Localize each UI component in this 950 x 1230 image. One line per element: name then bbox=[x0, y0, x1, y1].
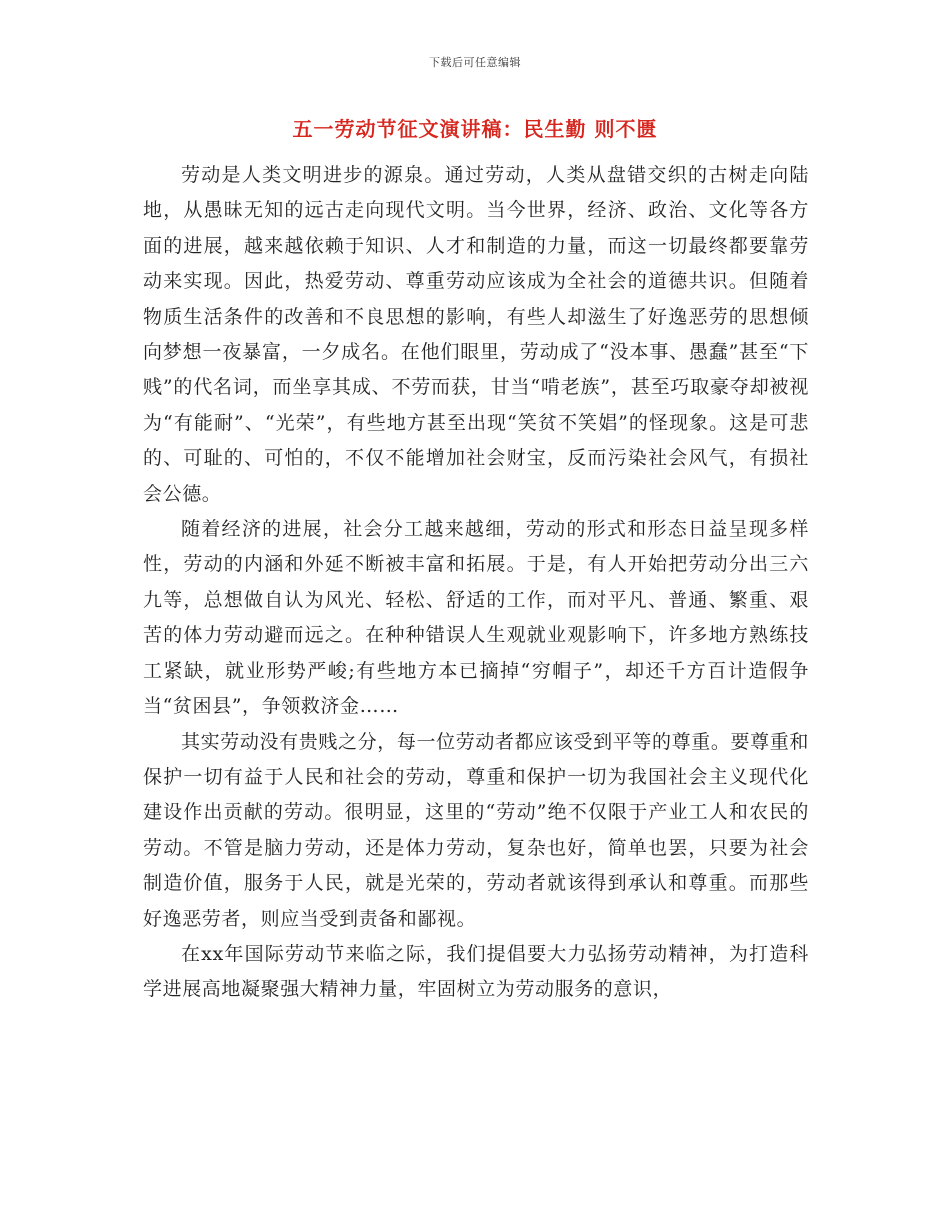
paragraph-3: 其实劳动没有贵贱之分，每一位劳动者都应该受到平等的尊重。要尊重和保护一切有益于人民和社会的劳动，尊重和保护一切为我国社会主义现代化建设作出贡献的劳动。很明显，这里的“劳动”绝不仅限于产业工人和农民的劳动。不管是脑力劳动，还是体力劳动，复杂也好，简单也罢，只要为社会制造价值，服务于人民，就是光荣的，劳动者就该得到承认和尊重。而那些好逸恶劳者，则应当受到责备和鄙视。 bbox=[143, 730, 809, 930]
paragraph-2: 随着经济的进展，社会分工越来越细，劳动的形式和形态日益呈现多样性，劳动的内涵和外延不断被丰富和拓展。于是，有人开始把劳动分出三六九等，总想做自认为风光、轻松、舒适的工作，而对平凡、普通、繁重、艰苦的体力劳动避而远之。在种种错误人生观就业观影响下，许多地方熟练技工紧缺，就业形势严峻;有些地方本已摘掉“穷帽子”，却还千方百计造假争当“贫困县”，争领救济金…… bbox=[143, 518, 809, 718]
header-note: 下载后可任意编辑 bbox=[429, 56, 521, 69]
paragraph-1: 劳动是人类文明进步的源泉。通过劳动，人类从盘错交织的古树走向陆地，从愚昧无知的远古走向现代文明。当今世界，经济、政治、文化等各方面的进展，越来越依赖于知识、人才和制造的力量，而这一切最终都要靠劳动来实现。因此，热爱劳动、尊重劳动应该成为全社会的道德共识。但随着物质生活条件的改善和不良思想的影响，有些人却滋生了好逸恶劳的思想倾向梦想一夜暴富，一夕成名。在他们眼里，劳动成了“没本事、愚蠢”甚至“下贱”的代名词，而坐享其成、不劳而获，甘当“啃老族”，甚至巧取豪夺却被视为“有能耐”、“光荣”，有些地方甚至出现“笑贫不笑娼”的怪现象。这是可悲的、可耻的、可怕的，不仅不能增加社会财宝，反而污染社会风气，有损社会公德。 bbox=[143, 164, 809, 505]
document-title: 五一劳动节征文演讲稿：民生勤 则不匮 bbox=[292, 117, 658, 141]
document-body bbox=[143, 158, 809, 1008]
paragraph-4: 在xx年国际劳动节来临之际，我们提倡要大力弘扬劳动精神，为打造科学进展高地凝聚强大精神力量，牢固树立为劳动服务的意识， bbox=[143, 942, 809, 1001]
